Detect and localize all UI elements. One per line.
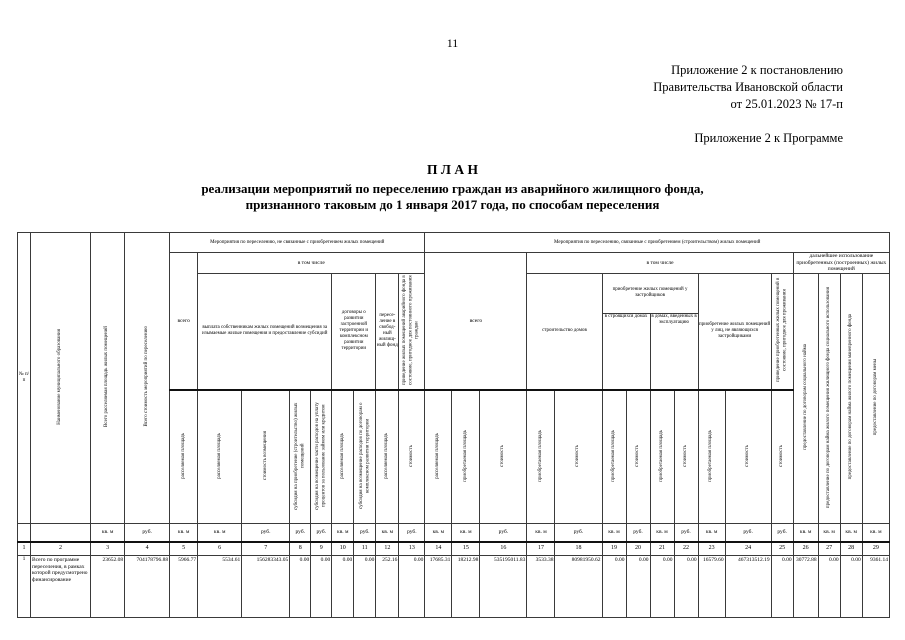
col-header-npp: № п/п [18,233,31,524]
unit-cell: кв. м [91,524,125,542]
value-cell: 0.00 [311,556,332,618]
c8-label-header [290,390,311,524]
colnum-cell: 4 [125,542,170,556]
colnum-cell: 8 [290,542,311,556]
c25-label: стоимость [779,444,784,467]
group-b-total-header: всего [425,253,527,390]
c5-label-header [170,390,198,524]
c23-label-header [698,390,725,524]
colnum-cell: 11 [354,542,376,556]
value-cell: 0.00 [771,556,793,618]
colnum-cell: 6 [198,542,242,556]
unit-cell: кв. м [840,524,862,542]
c6-label-header [198,390,242,524]
unit-cell: кв. м [527,524,555,542]
unit-cell: руб. [399,524,425,542]
value-cell: 3533.38 [527,556,555,618]
unit-cell: кв. м [650,524,674,542]
col-header-municipality [31,233,91,524]
colnum-cell: 22 [674,542,698,556]
unit-cell: руб. [290,524,311,542]
c20-label-header [626,390,650,524]
c24-label-header [725,390,771,524]
unit-cell: руб. [354,524,376,542]
colnum-cell: 25 [771,542,793,556]
value-cell: 0.00 [650,556,674,618]
unit-cell: руб. [555,524,602,542]
c12-label: расселяемая площадь [384,432,390,479]
contracts-header: договоры о развитии застроенной территории и комплексном развитии территории [332,273,376,390]
col-header-total-cost [125,233,170,524]
col-header-total-area [91,233,125,524]
value-cell: 0.00 [354,556,376,618]
colnum-cell: 5 [170,542,198,556]
c15-label: приобретаемая площадь [462,429,468,482]
from-developers-header: приобретение жилых помещений у застройщиков [602,273,698,313]
c13-label-header [399,390,425,524]
unit-cell: кв. м [793,524,818,542]
value-cell: 30772.88 [793,556,818,618]
purchased-normalization-header [771,273,793,390]
c15-label-header [452,390,480,524]
social-rent-label: предоставление по договорам социального найма [802,344,808,450]
value-cell: 0.00 [674,556,698,618]
c24-label: стоимость [744,444,750,467]
colnum-cell: 28 [840,542,862,556]
c10-label: расселяемая площадь [339,432,345,479]
colnum-cell: 24 [725,542,771,556]
c18-label-header [555,390,602,524]
exchange-contracts-header [862,273,889,524]
group-a-total-header: всего [170,253,198,390]
commissioned-header: в домах, введенных в эксплуатацию [650,313,698,389]
total-area-label: Всего расселяемая площадь жилых помещений [104,326,110,428]
colnum-cell: 7 [242,542,290,556]
annex-line-3: от 25.01.2023 № 17-п [730,97,843,111]
unit-cell: кв. м [376,524,399,542]
colnum-cell: 27 [818,542,840,556]
value-cell: 16579.60 [698,556,725,618]
value-cell: 0.00 [840,556,862,618]
fund-normalization-label: приведение жилых помещений аварийного фонда в состояние, пригодное для постоянного проживания граждан [402,274,420,385]
c8-label: субсидия на приобретение (строительство) жилых помещений [294,401,306,510]
colnum-cell: 20 [626,542,650,556]
colnum-cell: 23 [698,542,725,556]
group-a-including-header: в том числе [198,253,425,274]
c6-label: расселяемая площадь [216,432,222,479]
value-cell: 0.00 [602,556,626,618]
value-cell: 535195011.83 [480,556,527,618]
value-cell: 0.00 [290,556,311,618]
plan-table [17,232,890,618]
value-cell: 0.00 [626,556,650,618]
c21-label: приобретаемая площадь [658,429,664,482]
colnum-cell: 15 [452,542,480,556]
c17-label: приобретаемая площадь [537,429,543,482]
plan-subtitle-line-1: реализации мероприятий по переселению граждан из аварийного жилищного фонда, [201,181,704,196]
c22-label-header [674,390,698,524]
c7-label: стоимость возмещения [262,430,268,481]
value-cell: 23652.08 [91,556,125,618]
unit-cell: кв. м [332,524,354,542]
unit-cell [18,524,31,542]
buyout-header: выплата собственникам жилых помещений возмещения за изымаемые жилые помещения и предоставление субсидий [198,273,332,390]
plan-subtitle [0,181,905,212]
c9-label-header [311,390,332,524]
total-row [18,556,890,618]
group-b-header: Мероприятия по переселению, связанные с приобретением (строительством) жилых помещений [425,233,890,253]
unit-cell: руб. [311,524,332,542]
c18-label: стоимость [575,444,581,467]
c21-label-header [650,390,674,524]
unit-cell: руб. [480,524,527,542]
c25-label-header [771,390,793,524]
unit-cell: кв. м [862,524,889,542]
c16-label-header [480,390,527,524]
c17-label-header [527,390,555,524]
annex-line-1: Приложение 2 к постановлению [671,63,843,77]
c5-label: расселяемая площадь [180,432,186,479]
colnum-cell: 17 [527,542,555,556]
fund-normalization-header [399,273,425,390]
unit-cell: кв. м [602,524,626,542]
colnum-cell: 2 [31,542,91,556]
total-cost-label: Всего стоимость мероприятий по переселению [143,326,149,427]
c7-label-header [242,390,290,524]
c19-label: приобретаемая площадь [610,429,616,482]
value-cell: 80981950.62 [555,556,602,618]
colnum-cell: 3 [91,542,125,556]
unit-cell [31,524,91,542]
page-number: 11 [446,36,459,50]
annex-line-2: Правительства Ивановской области [653,80,843,94]
value-cell: 0.00 [818,556,840,618]
unit-cell: кв. м [425,524,452,542]
annex-reference [653,62,843,113]
unit-cell: руб. [771,524,793,542]
further-use-header: дальнейшее использование приобретенных (построенных) жилых помещений [793,253,889,274]
colnum-cell: 18 [555,542,602,556]
value-cell: 252.16 [376,556,399,618]
c23-label: приобретаемая площадь [708,429,714,482]
value-cell: 467313512.19 [725,556,771,618]
group-a-header: Мероприятия по переселению, не связанные с приобретением жилых помещений [170,233,425,253]
colnum-cell: 29 [862,542,889,556]
colnum-cell: 16 [480,542,527,556]
c10-label-header [332,390,354,524]
colnum-cell: 9 [311,542,332,556]
c12-label-header [376,390,399,524]
unit-cell: кв. м [698,524,725,542]
unit-cell: кв. м [452,524,480,542]
value-cell: 5534.61 [198,556,242,618]
social-use-rent-header [818,273,840,524]
value-cell: 18212.98 [452,556,480,618]
unit-cell: кв. м [818,524,840,542]
c16-label: стоимость [500,444,506,467]
annex-program: Приложение 2 к Программе [694,131,843,145]
unit-cell: руб. [725,524,771,542]
plan-subtitle-line-2: признанного таковым до 1 января 2017 года, по способам переселения [245,196,660,212]
in-construction-header: в строящихся домах [602,313,650,389]
maneuver-fund-rent-label: предоставление по договорам найма жилого помещения маневренного фонда [848,314,854,480]
purchased-normalization-label: приведение приобретенных жилых помещений в состояние, пригодное для проживания [775,277,788,382]
value-cell: 17685.31 [425,556,452,618]
construction-header: строительство домов [527,273,602,390]
c11-label-header [354,390,376,524]
c20-label: стоимость [634,444,640,467]
c14-label: расселяемая площадь [435,432,441,479]
c11-label: субсидия на возмещение расходов по договорам о комплексном развитии территории [358,402,370,509]
unit-cell: руб. [125,524,170,542]
colnum-cell: 26 [793,542,818,556]
maneuver-fund-rent-header [840,273,862,524]
unit-cell: кв. м [170,524,198,542]
value-cell: 5966.77 [170,556,198,618]
unit-cell: руб. [674,524,698,542]
colnum-cell: 19 [602,542,626,556]
value-cell: 0.00 [399,556,425,618]
municipality-label: Наименование муниципального образования [57,328,63,425]
colnum-cell: 14 [425,542,452,556]
plan-title: П Л А Н [427,162,478,177]
from-persons-header: приобретение жилых помещений у лиц, не являющихся застройщиками [698,273,771,390]
colnum-cell: 1 [18,542,31,556]
group-b-including-header: в том числе [527,253,793,274]
c13-label: стоимость [408,444,414,467]
c9-label: субсидия на возмещение части расходов на уплату процентов за пользование займом или кредитом [315,401,327,510]
exchange-contracts-label: предоставление по договорам мены [872,358,878,436]
social-rent-header [793,273,818,524]
social-use-rent-label: предоставление по договорам найма жилого помещения жилищного фонда социального использования [826,286,832,508]
unit-cell: руб. [626,524,650,542]
c22-label: стоимость [682,444,688,467]
row-label-cell: Всего по программе переселения, в рамках которой предусмотрено финансирование [31,556,91,618]
unit-cell: кв. м [198,524,242,542]
colnum-cell: 12 [376,542,399,556]
free-fund-header: переселение в свободный жилищный фонд [376,273,399,390]
c19-label-header [602,390,626,524]
c14-label-header [425,390,452,524]
unit-cell: руб. [242,524,290,542]
value-cell: 9361.14 [862,556,889,618]
value-cell: 0.00 [332,556,354,618]
value-cell: 704178796.88 [125,556,170,618]
colnum-cell: 10 [332,542,354,556]
row-number-cell: 1 [18,556,31,618]
value-cell: 156283343.05 [242,556,290,618]
colnum-cell: 13 [399,542,425,556]
colnum-cell: 21 [650,542,674,556]
